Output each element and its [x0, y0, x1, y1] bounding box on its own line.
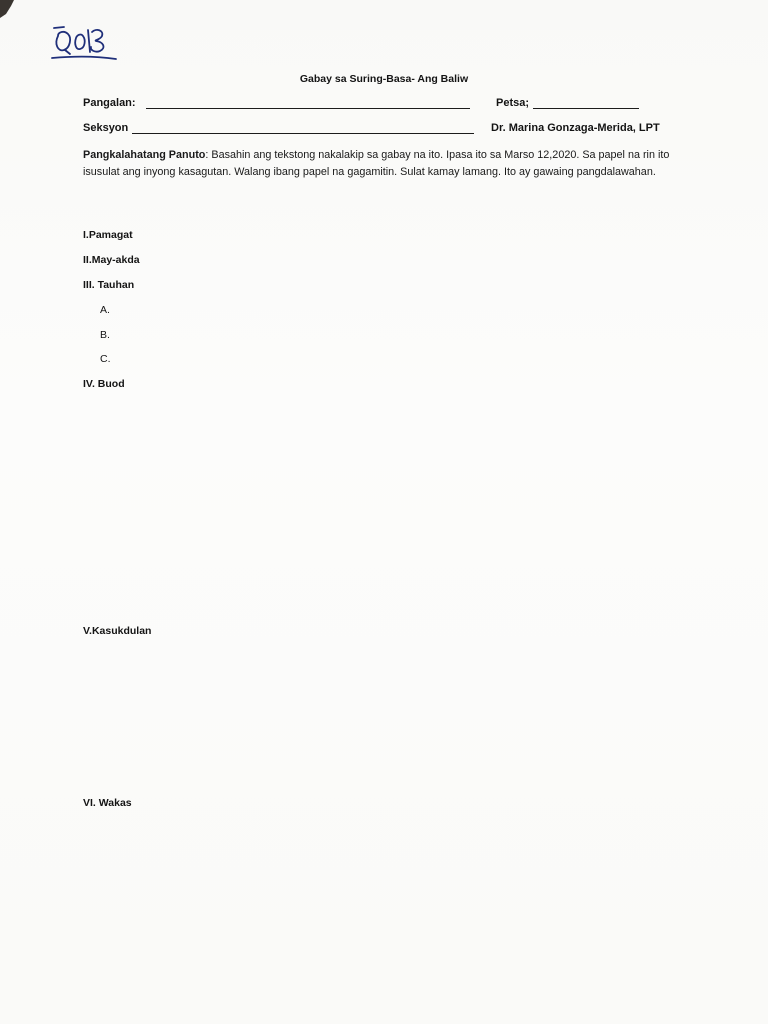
- tauhan-item-b: B.: [100, 329, 110, 341]
- section-may-akda: II.May-akda: [83, 254, 140, 266]
- document-title: Gabay sa Suring-Basa- Ang Baliw: [299, 73, 469, 85]
- teacher-name: Dr. Marina Gonzaga-Merida, LPT: [491, 122, 660, 134]
- name-label: Pangalan:: [83, 97, 136, 109]
- section-pamagat: I.Pamagat: [83, 229, 133, 241]
- section-kasukdulan: V.Kasukdulan: [83, 625, 152, 637]
- section-line: [132, 133, 474, 134]
- instructions-label: Pangkalahatang Panuto: [83, 149, 206, 161]
- instructions-text: : Basahin ang tekstong nakalakip sa gabay na ito. Ipasa ito sa Marso 12,2020. Sa papel na rin ito isusulat ang inyong kasagutan. Walang ibang papel na gagamitin. Sulat kamay lamang. Ito ay gawaing pangdalawahan.: [83, 149, 670, 178]
- corner-smudge: [0, 0, 18, 18]
- section-buod: IV. Buod: [83, 378, 125, 390]
- section-tauhan: III. Tauhan: [83, 279, 135, 291]
- section-wakas: VI. Wakas: [83, 797, 132, 809]
- handwritten-mark: [48, 14, 120, 62]
- date-line: [533, 108, 639, 109]
- tauhan-item-a: A.: [100, 304, 110, 316]
- general-instructions: [83, 147, 693, 180]
- section-label: Seksyon: [83, 122, 129, 134]
- name-line: [146, 108, 470, 109]
- date-label: Petsa;: [496, 97, 530, 109]
- tauhan-item-c: C.: [100, 353, 111, 365]
